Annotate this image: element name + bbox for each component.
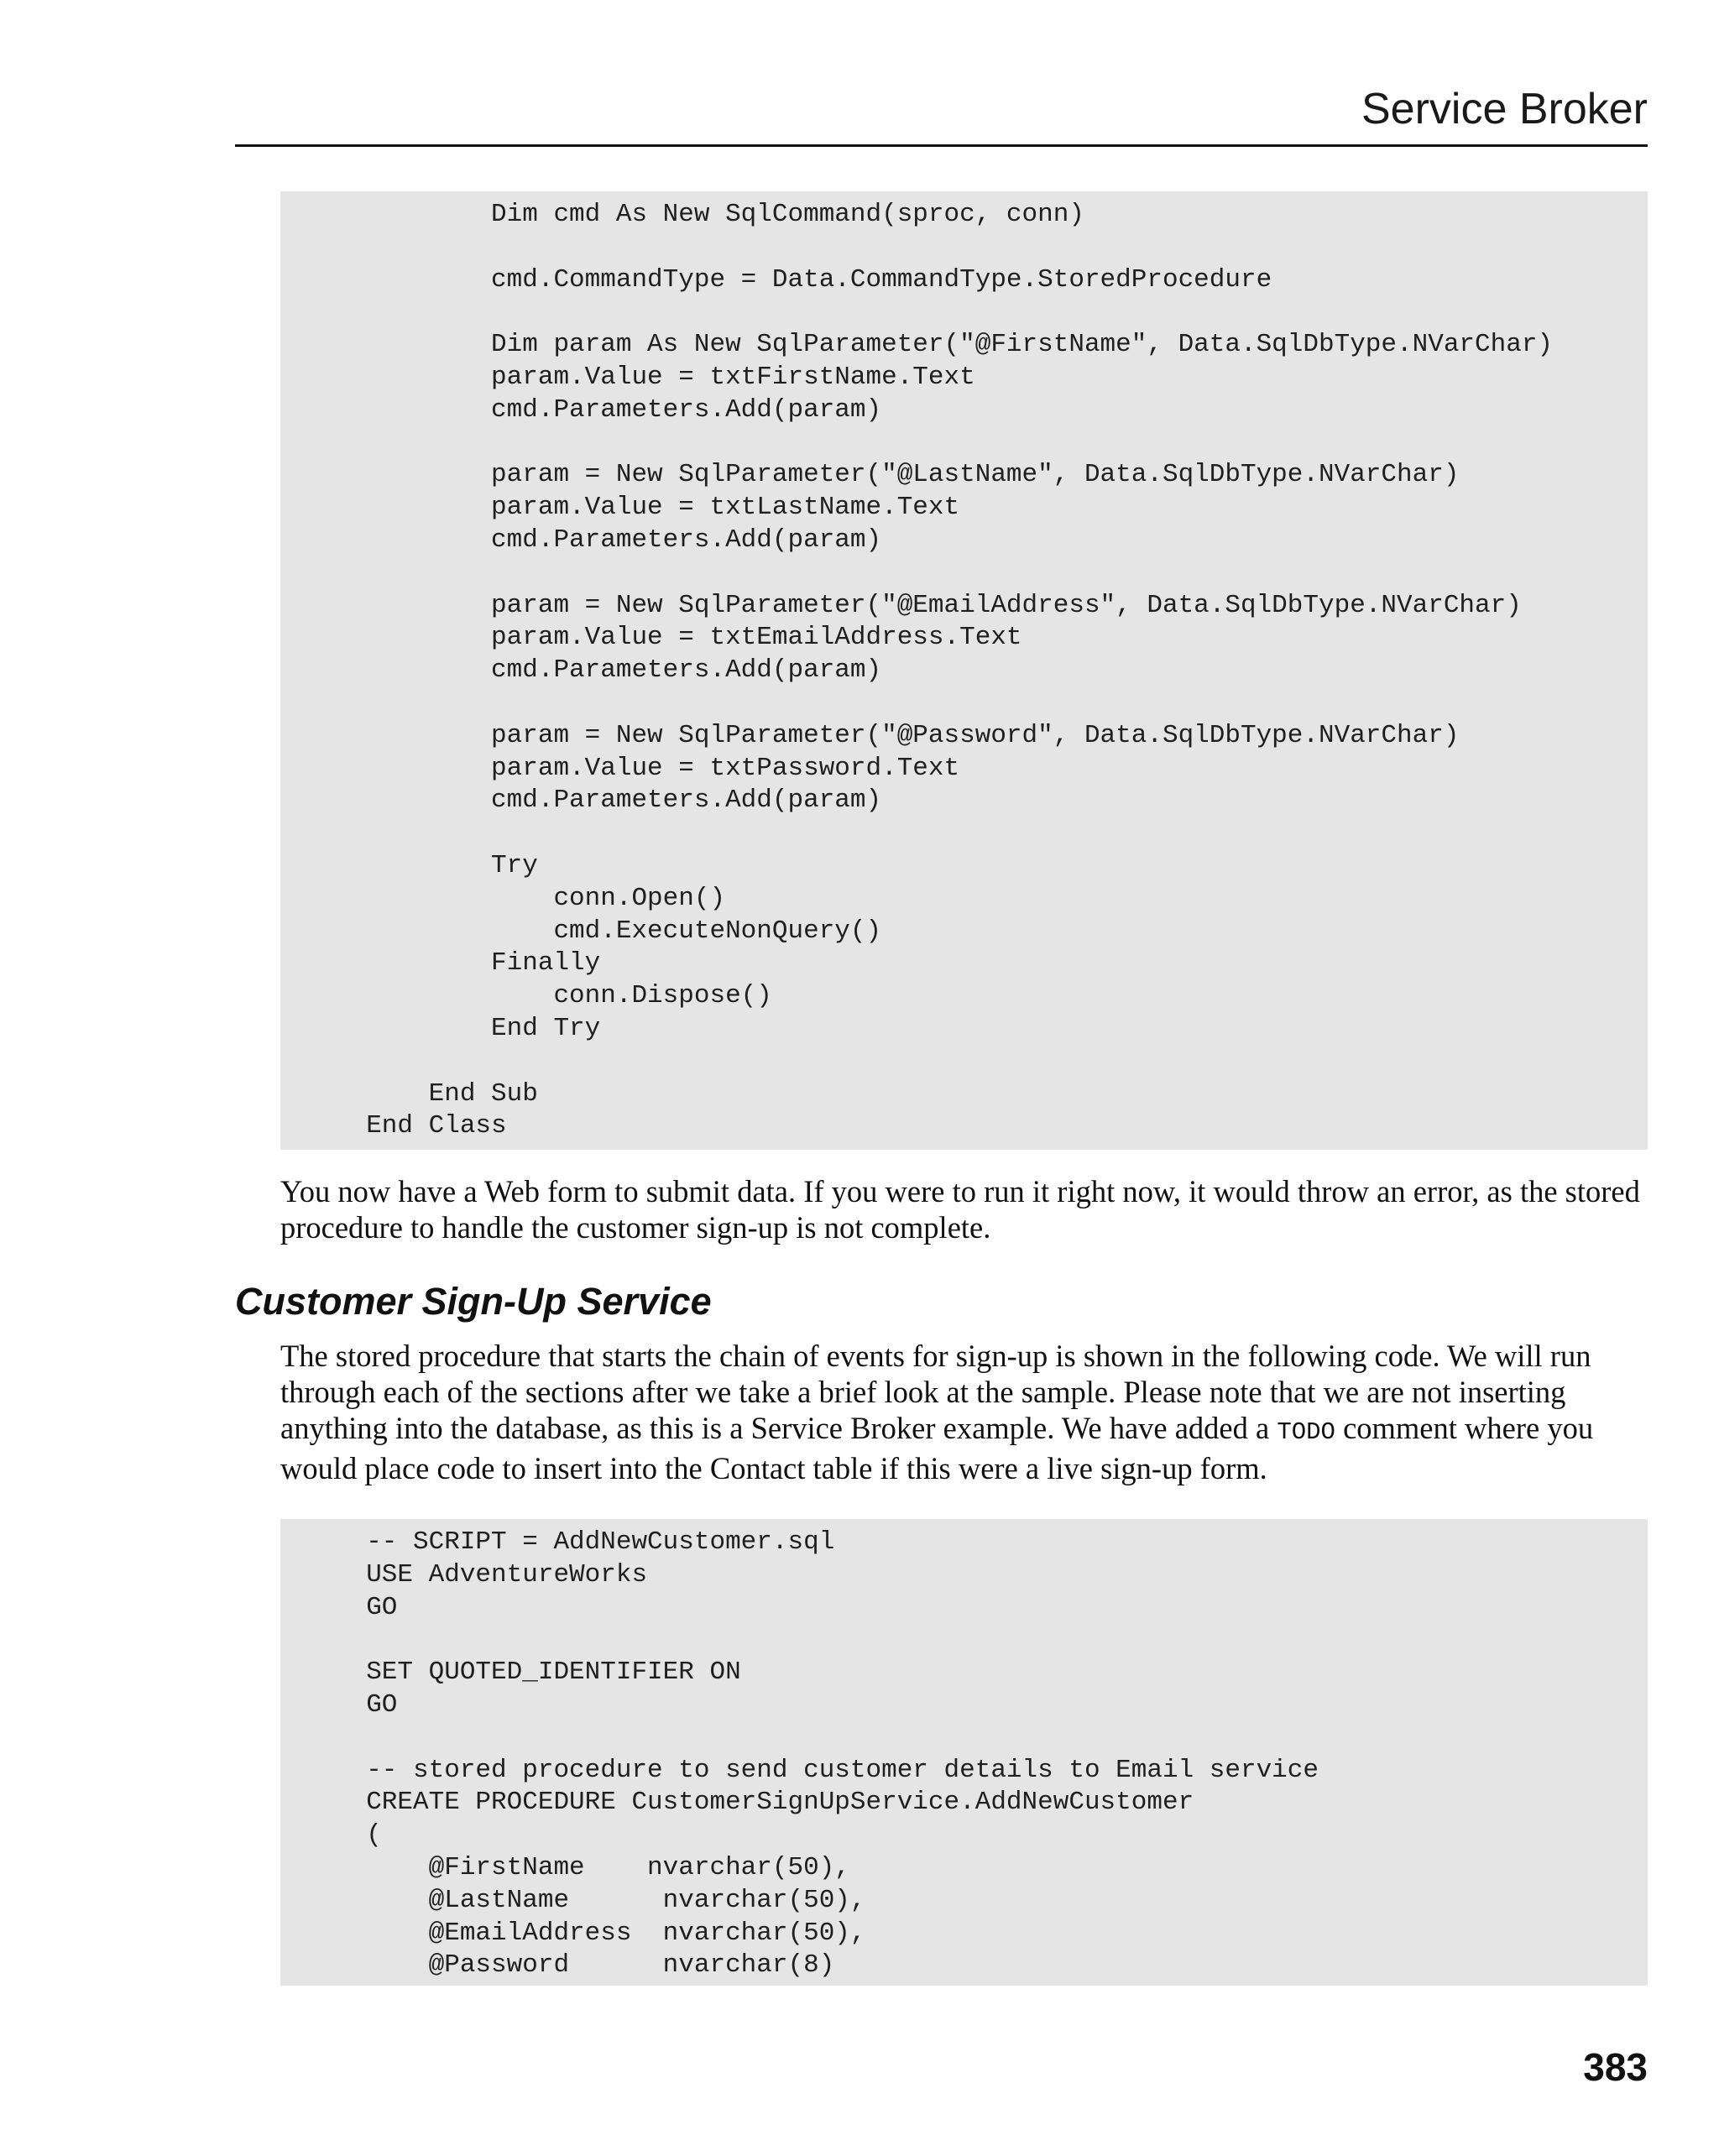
paragraph-text-end: comment where you would place code to insert into the Contact table if this were a live sign-up form. (280, 1411, 1594, 1485)
inline-code-todo: TODO (1277, 1418, 1335, 1446)
code-listing-vb (280, 191, 1648, 1150)
page-number: 383 (1583, 2045, 1648, 2089)
running-head (235, 82, 1648, 147)
code-text: Dim cmd As New SqlCommand(sproc, conn) cmd.CommandType = Data.CommandType.StoredProcedure Dim param As New SqlParameter("@FirstName", Data.SqlDbType.NVarChar) param.Value = txtFirstName.Text cmd.Parameters.Add(param) param = New SqlParameter("@LastName", Data.SqlDbType.NVarChar) param.Value = txtLastName.Text cmd.Parameters.Add(param) param = New SqlParameter("@EmailAddress", Data.SqlDbType.NVarChar) param.Value = txtEmailAddress.Text cmd.Parameters.Add(param) param = New SqlParameter("@Password", Data.SqlDbType.NVarChar) param.Value = txtPassword.Text cmd.Parameters.Add(param) Try conn.Open() cmd.ExecuteNonQuery() Finally conn.Dispose() End Try End Sub End Class (366, 200, 1554, 1141)
running-title: Service Broker (1361, 85, 1648, 133)
paragraph-text-start: The stored procedure that starts the chain of events for sign-up is shown in the following code. We will run through each of the sections after we take a brief look at the sample. Please note that we are not inserting anything into the database, as this is a Service Broker example. We have added a (280, 1339, 1591, 1445)
code-listing-sql (280, 1519, 1648, 1986)
section-heading: Customer Sign-Up Service (235, 1280, 712, 1323)
body-paragraph-web-form: You now have a Web form to submit data. If you were to run it right now, it would throw an error, as the stored procedure to handle the customer sign-up is not complete. (280, 1174, 1640, 1245)
body-paragraph-stored-procedure (280, 1338, 1648, 1486)
code-text: -- SCRIPT = AddNewCustomer.sql USE AdventureWorks GO SET QUOTED_IDENTIFIER ON GO -- stored procedure to send customer details to Email service CREATE PROCEDURE CustomerSignUpService.AddNewCustomer ( @FirstName nvarchar(50), @LastName nvarchar(50), @EmailAddress nvarchar(50), @Password nvarchar(8) (366, 1527, 1319, 1981)
